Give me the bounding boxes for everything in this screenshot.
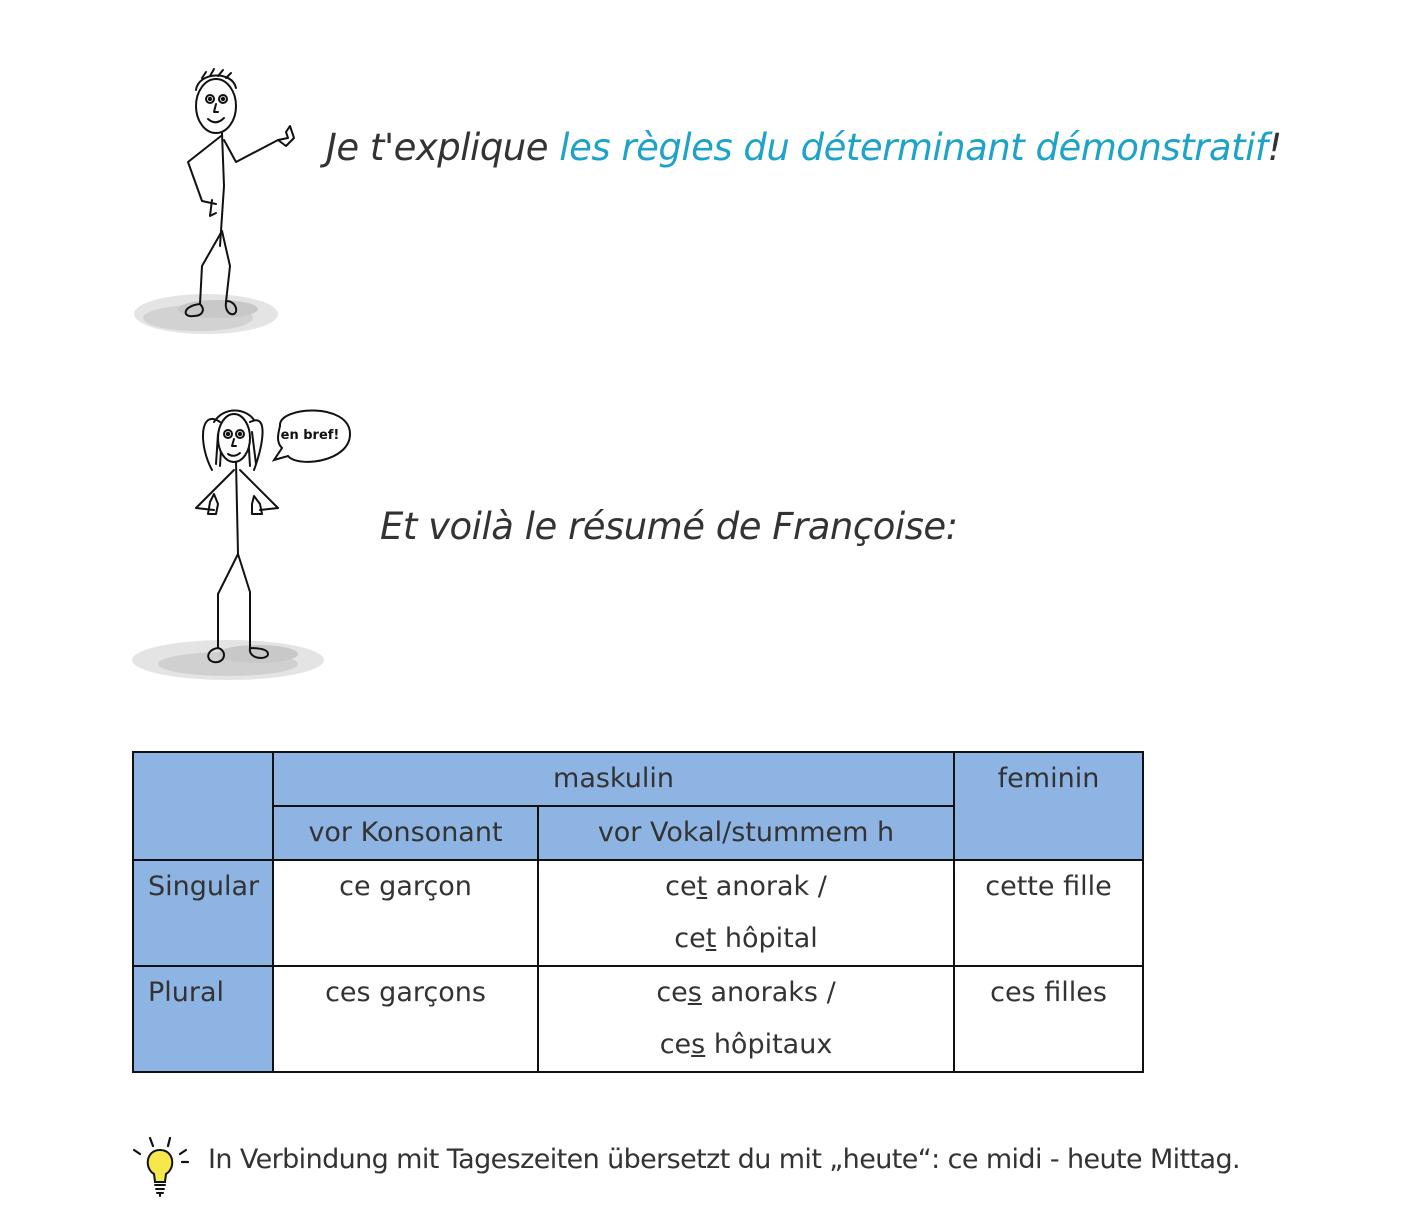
underlined-ending: t xyxy=(696,871,708,902)
speech-bubble-text: en bref! xyxy=(280,428,340,443)
table-header-row xyxy=(133,752,1143,806)
intro-heading-prefix: Je t'explique xyxy=(326,126,560,169)
girl-stick-figure-illustration xyxy=(128,404,358,686)
row-label-plural: Plural xyxy=(133,966,273,1072)
demonstrative-determiner-table xyxy=(132,751,1144,1073)
summary-heading: Et voilà le résumé de Françoise: xyxy=(380,505,958,548)
intro-heading xyxy=(326,126,1282,169)
underlined-ending: s xyxy=(687,977,702,1008)
underlined-ending: s xyxy=(691,1029,706,1060)
table-corner-cell xyxy=(133,752,273,860)
ground-shadow xyxy=(134,294,278,334)
cell-plural-vokal-line-2 xyxy=(539,1019,953,1071)
word-rest: hôpital xyxy=(716,923,818,954)
speech-bubble xyxy=(274,410,350,461)
intro-heading-suffix: ! xyxy=(1267,126,1282,169)
cell-singular-feminin: cette fille xyxy=(954,860,1143,966)
cell-singular-vokal xyxy=(538,860,954,966)
boy-stick-figure-illustration xyxy=(128,66,308,346)
word-stem: ce xyxy=(674,923,706,954)
cell-plural-feminin: ces filles xyxy=(954,966,1143,1072)
header-feminin: feminin xyxy=(954,752,1143,860)
table-row-singular xyxy=(133,860,1143,966)
cell-singular-vokal-line-1 xyxy=(539,861,953,913)
header-vor-vokal: vor Vokal/stummem h xyxy=(538,806,954,860)
tip-note xyxy=(130,1134,1390,1198)
word-stem: ce xyxy=(656,977,688,1008)
table-row-plural xyxy=(133,966,1143,1072)
word-rest: anoraks / xyxy=(701,977,836,1008)
header-maskulin: maskulin xyxy=(273,752,954,806)
cell-plural-vokal-line-1 xyxy=(539,967,953,1019)
tip-text: In Verbindung mit Tageszeiten übersetzt du mit „heute“: ce midi - heute Mittag. xyxy=(208,1144,1241,1175)
cell-plural-vokal xyxy=(538,966,954,1072)
underlined-ending: t xyxy=(705,923,717,954)
word-stem: ce xyxy=(665,871,697,902)
intro-heading-highlight: les règles du déterminant démonstratif xyxy=(559,126,1268,169)
cell-singular-konsonant: ce garçon xyxy=(273,860,538,966)
cell-plural-konsonant: ces garçons xyxy=(273,966,538,1072)
header-vor-konsonant: vor Konsonant xyxy=(273,806,538,860)
word-stem: ce xyxy=(659,1029,692,1060)
row-label-singular: Singular xyxy=(133,860,273,966)
cell-singular-vokal-line-2 xyxy=(539,913,953,965)
word-rest: hôpitaux xyxy=(705,1029,833,1060)
word-rest: anorak / xyxy=(707,871,827,902)
ground-shadow xyxy=(132,640,324,680)
lightbulb-icon xyxy=(130,1134,196,1198)
